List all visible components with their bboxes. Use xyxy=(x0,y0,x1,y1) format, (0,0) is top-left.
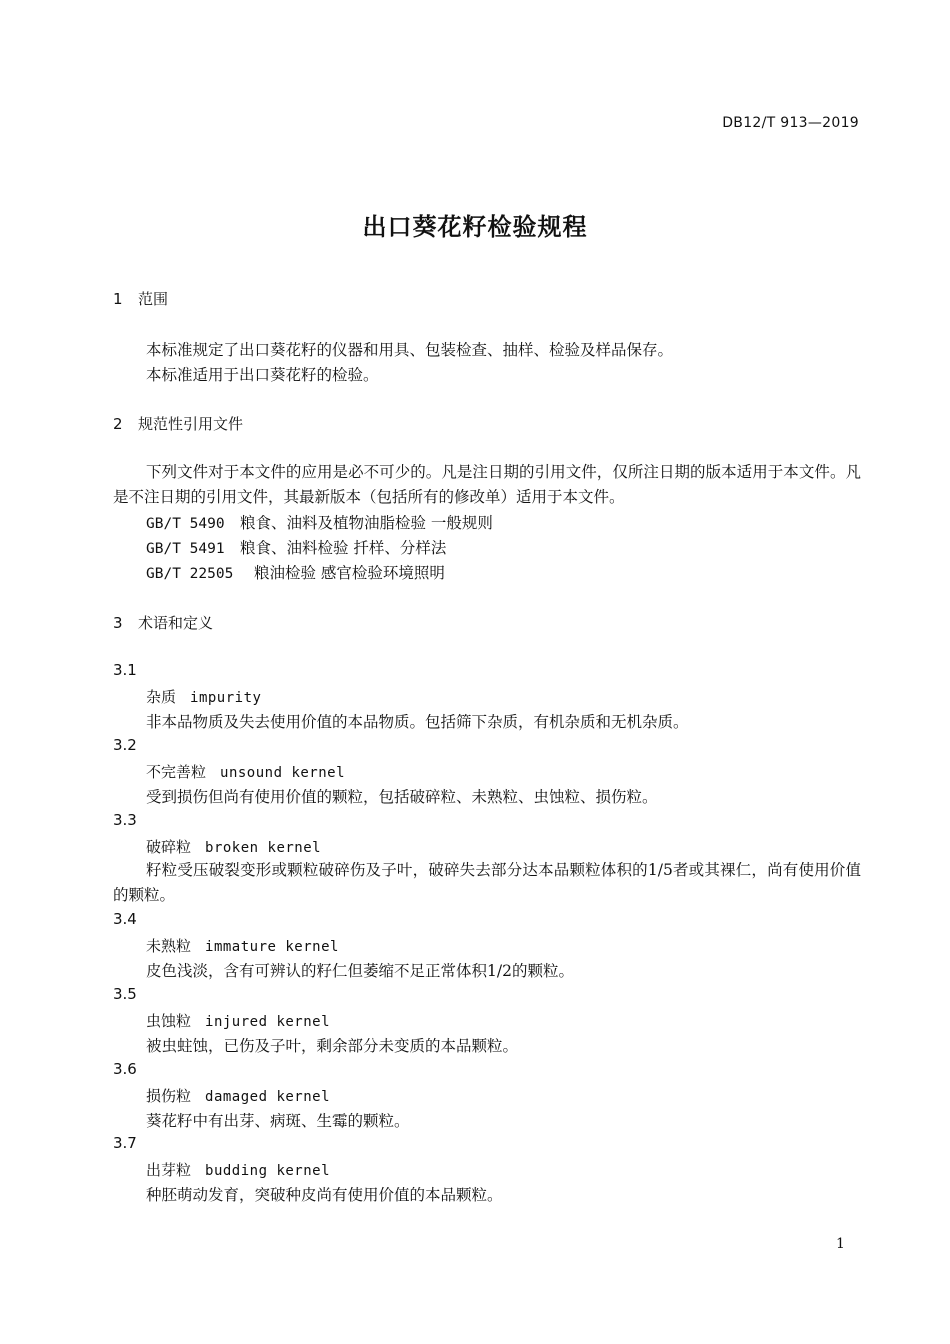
page-title: 出口葵花籽检验规程 xyxy=(362,213,588,241)
term-heading xyxy=(146,686,261,707)
section-number: 2 xyxy=(113,415,123,433)
references-intro-paragraph: 下列文件对于本文件的应用是必不可少的。凡是注日期的引用文件，仅所注日期的版本适用于本文件。凡是不注日期的引用文件，其最新版本（包括所有的修改单）适用于本文件。 xyxy=(113,463,861,506)
term-heading xyxy=(146,761,345,782)
section-heading-terms-definitions xyxy=(113,612,213,633)
term-definition: 非本品物质及失去使用价值的本品物质。包括筛下杂质，有机杂质和无机杂质。 xyxy=(146,713,689,731)
clause-number: 3.3 xyxy=(113,811,137,829)
section-number: 1 xyxy=(113,290,123,308)
section-title: 范围 xyxy=(138,290,169,308)
scope-paragraph-2: 本标准适用于出口葵花籽的检验。 xyxy=(146,366,379,384)
term-en: injured kernel xyxy=(205,1014,331,1030)
term-en: unsound kernel xyxy=(220,765,346,781)
section-title: 术语和定义 xyxy=(138,614,214,632)
clause-number: 3.6 xyxy=(113,1060,137,1078)
clause-number: 3.7 xyxy=(113,1134,137,1152)
term-en: immature kernel xyxy=(205,939,339,955)
term-zh: 破碎粒 xyxy=(146,838,192,856)
term-definition: 种胚萌动发育，突破种皮尚有使用价值的本品颗粒。 xyxy=(146,1186,503,1204)
reference-code: GB/T 5491 xyxy=(146,541,225,557)
term-zh: 虫蚀粒 xyxy=(146,1012,192,1030)
term-zh: 杂质 xyxy=(146,688,177,706)
clause-number: 3.2 xyxy=(113,736,137,754)
reference-item xyxy=(146,536,446,558)
term-heading xyxy=(146,1010,330,1031)
term-definition: 被虫蛀蚀，已伤及子叶，剩余部分未变质的本品颗粒。 xyxy=(146,1037,519,1055)
term-en: budding kernel xyxy=(205,1163,331,1179)
section-heading-normative-references xyxy=(113,413,243,434)
scope-paragraph-1: 本标准规定了出口葵花籽的仪器和用具、包装检查、抽样、检验及样品保存。 xyxy=(146,341,674,359)
term-heading xyxy=(146,1085,330,1106)
section-title: 规范性引用文件 xyxy=(138,415,244,433)
page-number: 1 xyxy=(836,1236,845,1252)
term-en: damaged kernel xyxy=(205,1089,331,1105)
term-heading xyxy=(146,836,321,857)
term-en: impurity xyxy=(190,690,262,706)
term-zh: 未熟粒 xyxy=(146,937,192,955)
term-definition: 葵花籽中有出芽、病斑、生霉的颗粒。 xyxy=(146,1112,410,1130)
reference-item xyxy=(146,561,445,583)
section-heading-scope xyxy=(113,288,168,309)
term-en: broken kernel xyxy=(205,840,322,856)
clause-number: 3.4 xyxy=(113,910,137,928)
term-definition: 皮色浅淡，含有可辨认的籽仁但萎缩不足正常体积1/2的颗粒。 xyxy=(146,962,574,980)
term-definition: 受到损伤但尚有使用价值的颗粒，包括破碎粒、未熟粒、虫蚀粒、损伤粒。 xyxy=(146,788,658,806)
reference-item xyxy=(146,511,493,533)
reference-code: GB/T 22505 xyxy=(146,566,234,582)
document-id: DB12/T 913—2019 xyxy=(722,115,859,131)
term-zh: 出芽粒 xyxy=(146,1161,192,1179)
term-heading xyxy=(146,935,339,956)
reference-code: GB/T 5490 xyxy=(146,516,225,532)
term-zh: 不完善粒 xyxy=(146,763,207,781)
clause-number: 3.5 xyxy=(113,985,137,1003)
term-definition: 籽粒受压破裂变形或颗粒破碎伤及子叶，破碎失去部分达本品颗粒体积的1/5者或其裸仁，尚有使用价值的颗粒。 xyxy=(113,861,861,904)
clause-number: 3.1 xyxy=(113,661,137,679)
section-number: 3 xyxy=(113,614,123,632)
reference-title: 粮食、油料检验 扦样、分样法 xyxy=(240,539,447,557)
reference-title: 粮食、油料及植物油脂检验 一般规则 xyxy=(240,514,493,532)
term-heading xyxy=(146,1159,330,1180)
term-zh: 损伤粒 xyxy=(146,1087,192,1105)
reference-title: 粮油检验 感官检验环境照明 xyxy=(254,564,445,582)
